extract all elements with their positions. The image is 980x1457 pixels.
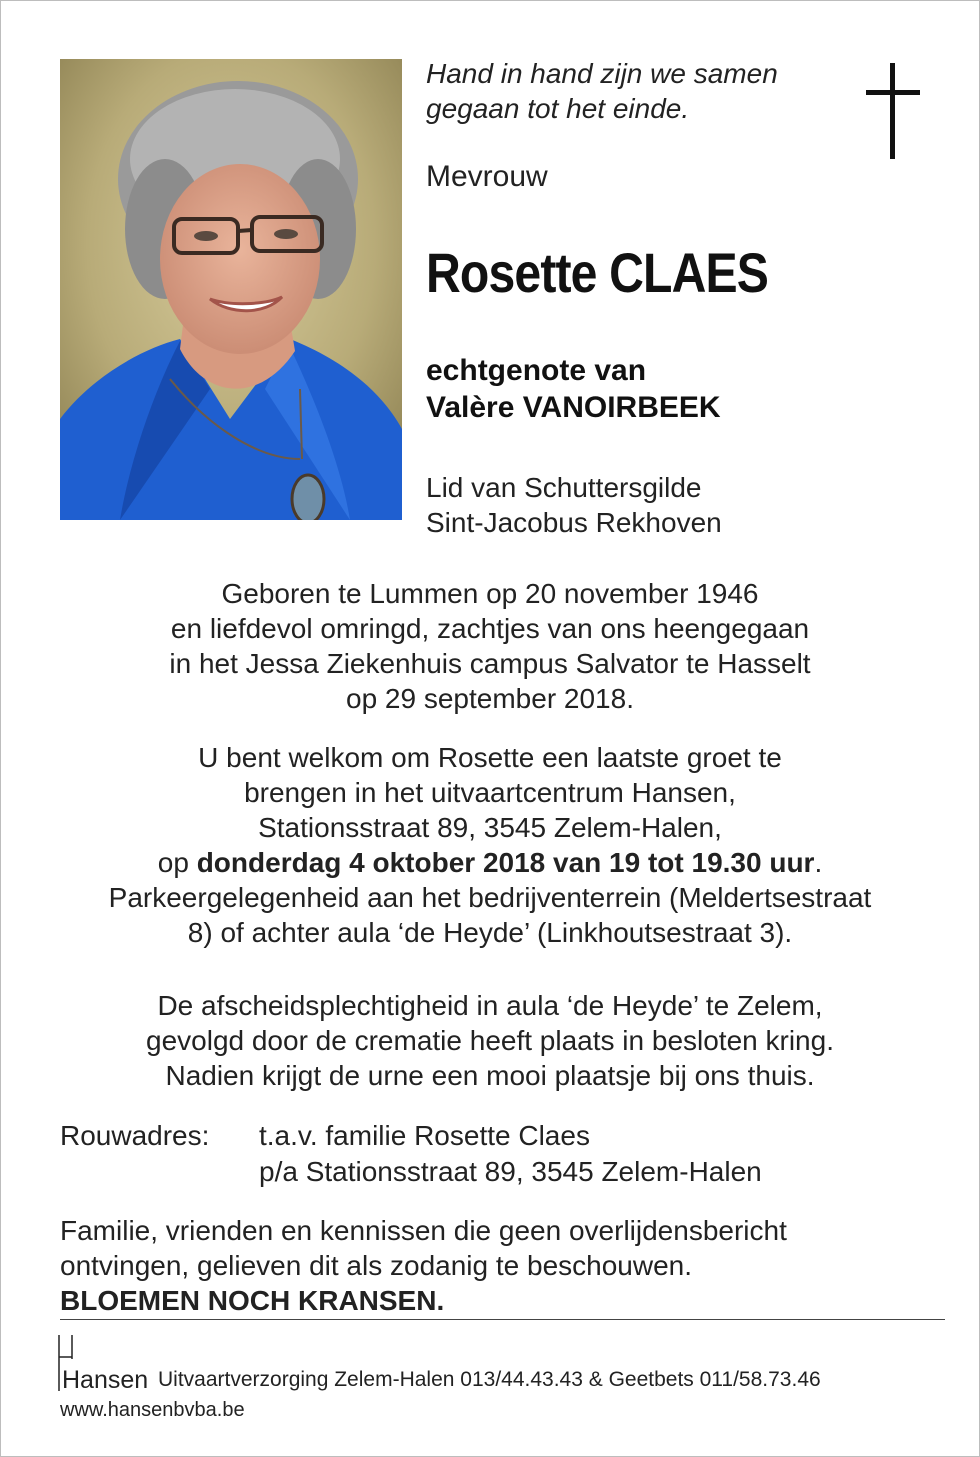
portrait-photo [60,59,402,520]
flowers-notice: BLOEMEN NOCH KRANSEN. [60,1285,445,1316]
family-notice: Familie, vrienden en kennissen die geen overlijdensbericht ontvingen, gelieven dit als zodanig te beschouwen. BLOEMEN NOCH KRANSEN. [60,1215,787,1316]
deceased-name: Rosette CLAES [426,241,769,304]
membership-info: Lid van Schuttersgilde Sint-Jacobus Rekhoven [426,472,722,538]
hansen-logo [54,1333,154,1395]
website-link[interactable]: www.hansenbvba.be [60,1399,245,1421]
visitation-date: op donderdag 4 oktober 2018 van 19 tot 19.30 uur. [157,847,823,878]
address-lines: t.a.v. familie Rosette Claes p/a Stationsstraat 89, 3545 Zelem-Halen [259,1120,762,1187]
honorific: Mevrouw [426,160,548,193]
spouse-info: echtgenote van Valère VANOIRBEEK [426,354,721,424]
ceremony-paragraph: De afscheidsplechtigheid in aula ‘de Heyde’ te Zelem, gevolgd door de crematie heeft plaats in besloten kring. Nadien krijgt de urne een mooi plaatsje bij ons thuis. [146,990,834,1091]
memorial-quote: Hand in hand zijn we samen gegaan tot het einde. [426,58,778,124]
visitation-paragraph: U bent welkom om Rosette een laatste groet te brengen in het uitvaartcentrum Hansen, Stationsstraat 89, 3545 Zelem-Halen, op donderdag 4 oktober 2018 van 19 tot 19.30 uur. Parkeergelegenheid aan het bedrijventerrein (Meldertsestraat 8) of achter aula ‘de Heyde’ (Linkhoutsestraat 3). [40,740,940,950]
footer-contact: Uitvaartverzorging Zelem-Halen 013/44.43.43 & Geetbets 011/58.73.46 [158,1368,821,1391]
cross-icon [866,63,920,159]
address-label: Rouwadres: [60,1120,210,1151]
birth-death-paragraph: Geboren te Lummen op 20 november 1946 en liefdevol omringd, zachtjes van ons heengegaan in het Jessa Ziekenhuis campus Salvator te Hasselt op 29 september 2018. [169,578,811,714]
svg-text:Hansen: Hansen [62,1366,149,1394]
divider [60,1319,945,1320]
